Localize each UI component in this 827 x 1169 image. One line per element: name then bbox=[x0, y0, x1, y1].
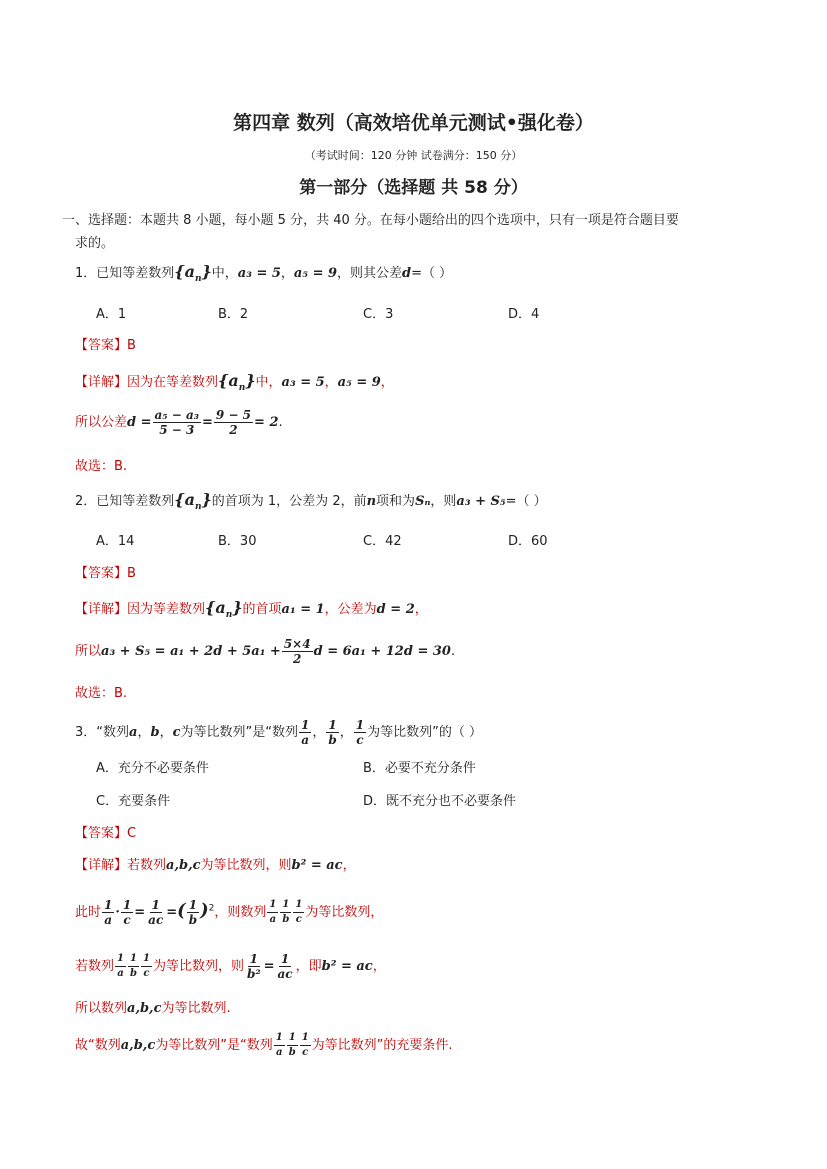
q1-answer: 【答案】B bbox=[75, 338, 136, 353]
q1-var-d: d bbox=[402, 266, 412, 281]
q2-detail-line1: 【详解】因为等差数列$\{a_n\}$的首项a₁ = 1，公差为d = 2， bbox=[75, 598, 428, 621]
q3-option-d: D．既不充分也不必要条件 bbox=[363, 794, 517, 809]
q1-option-b: B．2 bbox=[218, 307, 249, 322]
q2-answer: 【答案】B bbox=[75, 566, 136, 581]
q1-text-a: 1．已知等差数列 bbox=[75, 266, 175, 281]
q1-text-b: 中， bbox=[211, 266, 238, 281]
section-instructions-line1: 一、选择题：本题共 8 小题，每小题 5 分，共 40 分。在每小题给出的四个选项中，只有一项是符合题目要 bbox=[62, 213, 679, 228]
section-instructions-line2: 求的。 bbox=[75, 236, 115, 251]
q2-option-d: D．60 bbox=[508, 534, 548, 549]
q1-option-d: D．4 bbox=[508, 307, 540, 322]
question-3-stem: 3．“数列a，b，c为等比数列”是“数列 $\frac{1}{a}$ ， $\frac{1}{b}$ ， $\frac{1}{c}$ 为等比数列”的（ ） bbox=[75, 718, 482, 747]
q1-seq: $\{a_n\}$ bbox=[174, 262, 212, 285]
q3-option-a: A．充分不必要条件 bbox=[96, 761, 209, 776]
q2-option-a: A．14 bbox=[96, 534, 135, 549]
q1-option-a: A．1 bbox=[96, 307, 127, 322]
q2-option-b: B．30 bbox=[218, 534, 257, 549]
question-1-stem bbox=[75, 262, 452, 284]
page-title: 第四章 数列（高效培优单元测试•强化卷） bbox=[233, 112, 594, 134]
q1-sep: ， bbox=[280, 266, 294, 281]
q3-answer: 【答案】C bbox=[75, 826, 137, 841]
q1-choose: 故选：B. bbox=[75, 459, 128, 474]
q1-text-c: ，则其公差 bbox=[337, 266, 403, 281]
q1-detail-line2: 所以公差d = $\frac{\text{a₅ − a₃}}{5 - 3}$ = $\frac{9 - 5}{2}$ = 2. bbox=[75, 408, 283, 437]
q3-detail-line2: 此时 $\frac{1}{a}$ · $\frac{1}{c}$ = $\frac{1}{ac}$ =( $\frac{1}{b}$ )$^2$，则数列 $\frac{1}{a}$ $\frac{1}{b}$ $\frac{1}{c}$ 为等比数列， bbox=[75, 898, 384, 927]
q2-option-c: C．42 bbox=[363, 534, 402, 549]
q3-detail-line3: 若数列 $\frac{1}{a}$ $\frac{1}{b}$ $\frac{1}{c}$ 为等比数列，则 $\frac{1}{\text{b²}}$ = $\frac{1}{ac}$ ，即b² = ac， bbox=[75, 952, 386, 981]
q1-cond1: a₃ = 5 bbox=[237, 266, 281, 281]
part-heading: 第一部分（选择题 共 58 分） bbox=[299, 178, 528, 198]
q2-detail-line2: 所以a₃ + S₅ = a₁ + 2d + 5a₁ + $\frac{5\times 4}{2}$ d = 6a₁ + 12d = 30. bbox=[75, 637, 456, 666]
q3-detail-line1: 【详解】若数列a,b,c为等比数列，则b² = ac， bbox=[75, 858, 356, 873]
question-2-stem: 2．已知等差数列$\{a_n\}$的首项为 1，公差为 2，前n项和为Sₙ，则a₃ + S₅=（ ） bbox=[75, 490, 547, 513]
q1-detail-line1: 【详解】因为在等差数列$\{a_n\}$中，a₃ = 5，a₅ = 9， bbox=[75, 371, 394, 394]
q1-text-d: =（ ） bbox=[411, 266, 453, 281]
q3-detail-line4: 所以数列a,b,c为等比数列. bbox=[75, 1001, 231, 1016]
exam-info: （考试时间：120 分钟 试卷满分：150 分） bbox=[304, 149, 523, 162]
q1-cond2: a₅ = 9 bbox=[293, 266, 338, 281]
q3-detail-line5: 故“数列a,b,c为等比数列”是“数列 $\frac{1}{a}$ $\frac{1}{b}$ $\frac{1}{c}$ 为等比数列”的充要条件. bbox=[75, 1032, 453, 1058]
q3-option-c: C．充要条件 bbox=[96, 794, 171, 809]
q1-option-c: C．3 bbox=[363, 307, 394, 322]
q3-option-b: B．必要不充分条件 bbox=[363, 761, 476, 776]
q2-choose: 故选：B. bbox=[75, 686, 128, 701]
